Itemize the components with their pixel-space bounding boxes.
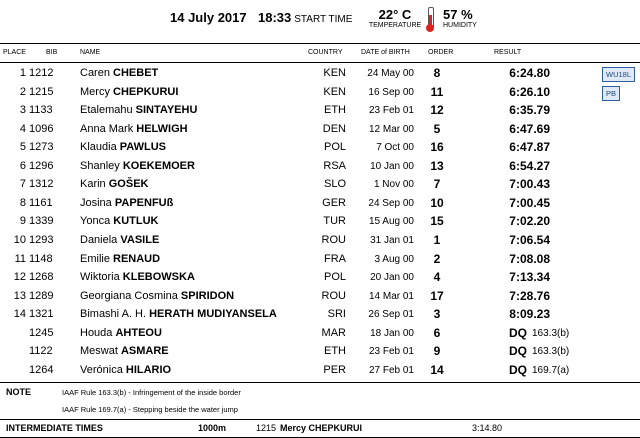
table-row: [0, 362, 640, 381]
place: 3: [19, 104, 26, 117]
country: TUR: [323, 215, 346, 228]
country: KEN: [323, 67, 346, 79]
place: 2: [19, 85, 26, 98]
first-name: Houda: [80, 326, 113, 339]
order: 17: [430, 288, 444, 303]
order: 6: [433, 325, 441, 340]
last-name: PAWLUS: [119, 141, 167, 154]
country: FRA: [324, 252, 346, 265]
table-row: [0, 343, 640, 362]
result: 7:13.34: [509, 270, 550, 285]
last-name: PAPENFUß: [114, 196, 174, 209]
table-row: [0, 102, 640, 121]
note-box: [0, 382, 640, 420]
athlete-name: [80, 345, 169, 357]
col-bib: BIB: [46, 49, 58, 56]
date-of-birth: 15 Aug 00: [368, 216, 414, 228]
country: RSA: [323, 159, 346, 172]
dq-mark: DQ: [509, 325, 527, 340]
race-date: 14 July 2017: [170, 10, 247, 25]
bib: 1296: [29, 159, 54, 172]
col-order: ORDER: [428, 49, 454, 56]
order: 11: [430, 84, 444, 99]
meta-header: [0, 0, 640, 40]
results-table-header: [0, 43, 640, 63]
athlete-name: [80, 86, 178, 98]
start-time: 18:33 START TIME: [258, 10, 353, 25]
country: DEN: [322, 122, 346, 135]
table-row: [0, 325, 640, 344]
result: 7:28.76: [509, 288, 550, 303]
country: ROU: [321, 289, 346, 302]
place: 13: [13, 289, 26, 302]
bib: 1096: [29, 122, 54, 135]
date-of-birth: 16 Sep 00: [368, 86, 414, 98]
date-of-birth: 20 Jan 00: [370, 272, 414, 284]
intermediate-label: INTERMEDIATE TIMES: [6, 423, 103, 433]
athlete-name: [80, 67, 158, 79]
bib: 1289: [29, 289, 54, 302]
bib: 1264: [29, 363, 54, 376]
order: 14: [430, 362, 444, 377]
col-dob: DATE of BIRTH: [361, 49, 410, 56]
result: 7:06.54: [509, 232, 550, 247]
bib: 1321: [29, 308, 54, 321]
last-name: KOEKEMOER: [122, 159, 195, 172]
date-of-birth: 31 Jan 01: [370, 234, 414, 246]
country: PER: [323, 363, 346, 376]
order: 15: [430, 214, 444, 229]
last-name: KUTLUK: [113, 215, 159, 228]
last-name: HERATH MUDIYANSELA: [149, 308, 277, 321]
place: 1: [19, 67, 26, 79]
col-place: PLACE: [3, 49, 26, 56]
bib: 1312: [29, 178, 54, 191]
bib: 1161: [29, 196, 53, 209]
first-name: Mercy: [80, 85, 110, 98]
place: 7: [19, 178, 26, 191]
athlete-name: [80, 290, 234, 302]
last-name: GOŠEK: [108, 178, 149, 191]
athlete-name: [80, 104, 197, 116]
country: ROU: [321, 233, 346, 246]
date-of-birth: 26 Sep 01: [368, 309, 414, 321]
temperature: [365, 7, 425, 29]
place: 10: [13, 233, 26, 246]
table-row: [0, 251, 640, 270]
place: 12: [13, 271, 26, 284]
table-row: [0, 121, 640, 140]
result: 8:09.23: [509, 307, 550, 322]
country: POL: [323, 141, 346, 154]
note-line-1: IAAF Rule 163.3(b) - Infringement of the inside border: [62, 388, 241, 397]
country: ETH: [324, 104, 346, 117]
bib: 1245: [29, 326, 54, 339]
intermediate-name: Mercy CHEPKURUI: [280, 423, 363, 433]
athlete-name: [80, 123, 188, 135]
last-name: AHTEOU: [115, 326, 162, 339]
temperature-label: TEMPERATURE: [368, 22, 422, 29]
order: 2: [433, 251, 441, 266]
result: 7:08.08: [509, 251, 550, 266]
order: 16: [430, 140, 444, 155]
result: 7:02.20: [509, 214, 550, 229]
first-name: Josina: [80, 196, 112, 209]
table-row: [0, 158, 640, 177]
order: 5: [433, 121, 441, 136]
result: 6:35.79: [509, 103, 550, 118]
humidity: [443, 7, 477, 29]
record-badge: PB: [602, 86, 620, 101]
athlete-name: [80, 253, 160, 265]
first-name: Georgiana Cosmina: [80, 289, 178, 302]
result: 6:47.87: [509, 140, 550, 155]
country: GER: [322, 196, 346, 209]
order: 12: [430, 103, 444, 118]
order: 9: [433, 344, 441, 359]
last-name: VASILE: [120, 233, 160, 246]
note-label: NOTE: [6, 387, 32, 397]
first-name: Shanley: [80, 159, 120, 172]
humidity-value: 57 %: [443, 7, 473, 22]
last-name: CHEPKURUI: [113, 85, 179, 98]
last-name: ASMARE: [120, 345, 169, 358]
order: 4: [433, 270, 441, 285]
athlete-name: [80, 215, 158, 227]
table-row: [0, 139, 640, 158]
note-line-2: IAAF Rule 169.7(a) - Stepping beside the water jump: [62, 405, 238, 414]
first-name: Daniela: [80, 233, 118, 246]
last-name: HILARIO: [125, 363, 172, 376]
first-name: Meswat: [80, 345, 118, 358]
result: 7:00.43: [509, 177, 550, 192]
intermediate-time: 3:14.80: [472, 423, 503, 433]
dq-rule: 163.3(b): [532, 327, 570, 339]
date-of-birth: 10 Jan 00: [370, 160, 414, 172]
table-row: [0, 306, 640, 325]
bib: 1273: [29, 141, 54, 154]
athlete-name: [80, 141, 166, 153]
table-row: [0, 176, 640, 195]
start-time-label: START TIME: [294, 14, 353, 25]
bib: 1122: [29, 345, 53, 358]
country: ETH: [324, 345, 346, 358]
col-name: NAME: [80, 49, 101, 56]
intermediate-distance: 1000m: [198, 423, 227, 433]
country: SLO: [323, 178, 346, 191]
intermediate-times: [0, 420, 640, 438]
date-of-birth: 23 Feb 01: [368, 105, 414, 117]
first-name: Karin: [80, 178, 106, 191]
intermediate-bib: 1215: [256, 423, 277, 433]
first-name: Wiktoria: [80, 271, 120, 284]
place: 11: [14, 252, 26, 265]
last-name: SINTAYEHU: [135, 104, 198, 117]
first-name: Yonca: [80, 215, 111, 228]
date-of-birth: 7 Oct 00: [376, 142, 414, 154]
first-name: Emilie: [80, 252, 110, 265]
last-name: SPIRIDON: [180, 289, 235, 302]
date-of-birth: 14 Mar 01: [368, 290, 414, 302]
dq-mark: DQ: [509, 362, 527, 377]
first-name: Caren: [80, 67, 110, 79]
country: SRI: [327, 308, 346, 321]
thermometer-icon: [425, 7, 435, 33]
date-of-birth: 27 Feb 01: [368, 364, 414, 376]
place: 9: [19, 215, 26, 228]
date-of-birth: 3 Aug 00: [374, 253, 414, 265]
order: 1: [433, 232, 441, 247]
first-name: Verónica: [80, 363, 123, 376]
athlete-name: [80, 308, 277, 320]
table-row: [0, 269, 640, 288]
date-of-birth: 12 Mar 00: [368, 123, 414, 135]
place: 8: [19, 196, 26, 209]
humidity-label: HUMIDITY: [443, 22, 477, 29]
table-row: [0, 288, 640, 307]
col-country: COUNTRY: [308, 49, 343, 56]
table-row: [0, 65, 640, 84]
table-row: [0, 232, 640, 251]
place: 14: [13, 308, 26, 321]
date-of-birth: 24 May 00: [367, 68, 414, 79]
bib: 1268: [29, 271, 54, 284]
athlete-name: [80, 271, 195, 283]
result: 7:00.45: [509, 195, 550, 210]
bib: 1133: [29, 104, 53, 117]
athlete-name: [80, 364, 171, 376]
order: 13: [430, 158, 444, 173]
table-row: [0, 195, 640, 214]
table-row: [0, 84, 640, 103]
result: 6:47.69: [509, 121, 550, 136]
order: 3: [433, 307, 441, 322]
dq-rule: 163.3(b): [532, 346, 570, 358]
last-name: RENAUD: [113, 252, 161, 265]
place: 5: [19, 141, 26, 154]
date-of-birth: 24 Sep 00: [368, 197, 414, 209]
bib: 1339: [29, 215, 54, 228]
table-row: [0, 213, 640, 232]
athlete-name: [80, 197, 173, 209]
bib: 1215: [29, 85, 54, 98]
first-name: Anna Mark: [80, 122, 134, 135]
order: 7: [433, 177, 441, 192]
first-name: Klaudia: [80, 141, 117, 154]
athlete-name: [80, 178, 148, 190]
date-of-birth: 18 Jan 00: [370, 327, 414, 339]
athlete-name: [80, 160, 195, 172]
result: 6:54.27: [509, 158, 550, 173]
dq-rule: 169.7(a): [532, 364, 570, 376]
dq-mark: DQ: [509, 344, 527, 359]
place: 4: [19, 122, 26, 135]
bib: 1148: [29, 252, 53, 265]
country: MAR: [321, 326, 346, 339]
date-of-birth: 1 Nov 00: [373, 179, 414, 191]
result: 6:26.10: [509, 84, 550, 99]
order: 8: [433, 66, 441, 80]
country: POL: [323, 271, 346, 284]
place: 6: [19, 159, 26, 172]
country: KEN: [323, 85, 346, 98]
last-name: KLEBOWSKA: [122, 271, 195, 284]
bib: 1293: [29, 233, 54, 246]
bib: 1212: [29, 67, 54, 79]
result: 6:24.80: [509, 66, 550, 80]
first-name: Bimashi A. H.: [80, 308, 147, 321]
athlete-name: [80, 327, 162, 339]
temperature-value: 22° C: [378, 7, 412, 22]
first-name: Etalemahu: [80, 104, 133, 117]
record-badge: WU18L: [602, 67, 635, 82]
col-result: RESULT: [494, 49, 522, 56]
order: 10: [430, 195, 444, 210]
athlete-name: [80, 234, 159, 246]
last-name: CHEBET: [113, 67, 159, 79]
last-name: HELWIGH: [136, 122, 188, 135]
date-of-birth: 23 Feb 01: [368, 346, 414, 358]
